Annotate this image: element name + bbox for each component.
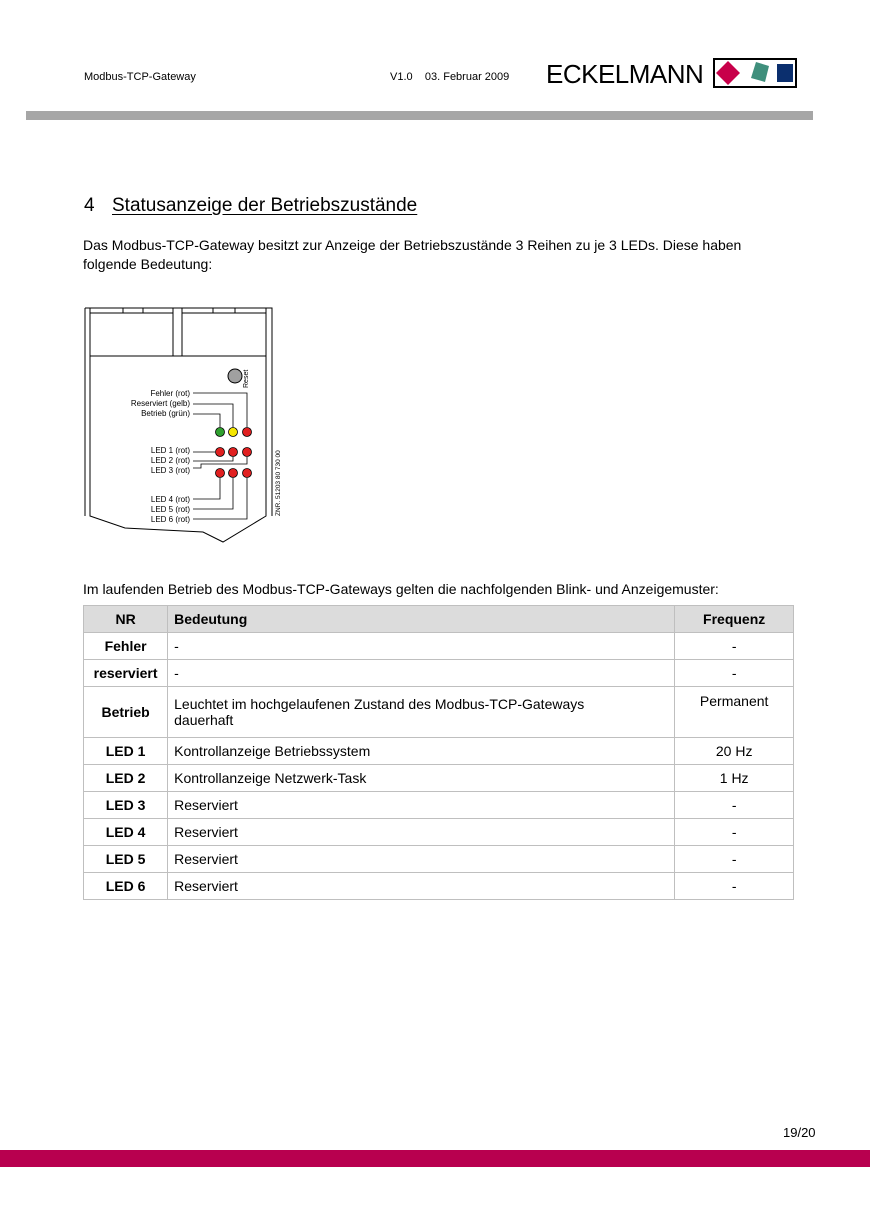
drawing-number: ZNR. 51203 80 730 00 [275, 450, 282, 516]
cell-bedeutung: Reserviert [168, 819, 675, 846]
label-led2: LED 2 (rot) [150, 456, 190, 465]
table-row [84, 660, 794, 687]
cell-bedeutung: Kontrollanzeige Netzwerk-Task [168, 765, 675, 792]
cell-nr: LED 5 [84, 846, 168, 873]
cell-frequenz: - [675, 792, 794, 819]
cell-nr: reserviert [84, 660, 168, 687]
led-5-icon [229, 469, 238, 478]
header-doc-title: Modbus-TCP-Gateway [84, 71, 196, 83]
intro-paragraph: Das Modbus-TCP-Gateway besitzt zur Anzeige der Betriebszustände 3 Reihen zu je 3 LEDs. Diese haben folgende Bedeutung: [83, 237, 742, 272]
section-number: 4 [84, 195, 95, 216]
led-status-table [83, 605, 794, 900]
led-2-icon [229, 448, 238, 457]
cell-frequenz: 20 Hz [675, 738, 794, 765]
page-number: 19/20 [783, 1125, 816, 1140]
header-date: 03. Februar 2009 [424, 71, 510, 83]
cell-frequenz: - [675, 819, 794, 846]
cell-nr: LED 3 [84, 792, 168, 819]
cell-bedeutung: Kontrollanzeige Betriebssystem [168, 738, 675, 765]
cell-nr: Betrieb [84, 687, 168, 738]
label-led4: LED 4 (rot) [150, 495, 190, 504]
label-betrieb: Betrieb (grün) [141, 409, 190, 418]
table-row [84, 792, 794, 819]
footer-bar [0, 1150, 870, 1167]
led-4-icon [216, 469, 225, 478]
col-header-nr: NR [84, 606, 168, 633]
label-led5: LED 5 (rot) [150, 505, 190, 514]
cell-bedeutung: Leuchtet im hochgelaufenen Zustand des Modbus-TCP-Gateways dauerhaft [168, 687, 675, 738]
cell-bedeutung: Reserviert [168, 792, 675, 819]
cell-frequenz: - [675, 660, 794, 687]
led-1-icon [216, 448, 225, 457]
label-reserviert: Reserviert (gelb) [130, 399, 190, 408]
cell-nr: LED 2 [84, 765, 168, 792]
table-row [84, 765, 794, 792]
label-led6: LED 6 (rot) [150, 515, 190, 524]
cell-bedeutung: - [168, 633, 675, 660]
logo-text: ECKELMANN [546, 59, 704, 89]
section-heading [84, 195, 417, 217]
cell-nr: LED 1 [84, 738, 168, 765]
led-3-icon [243, 448, 252, 457]
cell-frequenz: Permanent [675, 687, 794, 738]
col-header-frequenz: Frequenz [675, 606, 794, 633]
cell-bedeutung: - [168, 660, 675, 687]
led-betrieb-icon [216, 428, 225, 437]
cell-bedeutung: Reserviert [168, 873, 675, 900]
led-6-icon [243, 469, 252, 478]
cell-nr: Fehler [84, 633, 168, 660]
table-row [84, 846, 794, 873]
logo-mark-icon [713, 58, 797, 88]
header-version [390, 71, 509, 83]
led-fehler-icon [243, 428, 252, 437]
table-row [84, 873, 794, 900]
cell-nr: LED 6 [84, 873, 168, 900]
label-led1: LED 1 (rot) [150, 446, 190, 455]
cell-bedeutung: Reserviert [168, 846, 675, 873]
cell-frequenz: 1 Hz [675, 765, 794, 792]
cell-frequenz: - [675, 846, 794, 873]
header-version-number: V1.0 [390, 71, 413, 83]
label-led3: LED 3 (rot) [150, 466, 190, 475]
table-row [84, 738, 794, 765]
cell-nr: LED 4 [84, 819, 168, 846]
reset-button-icon [228, 369, 242, 383]
col-header-bedeutung: Bedeutung [168, 606, 675, 633]
led-diagram [83, 306, 298, 546]
cell-frequenz: - [675, 633, 794, 660]
header-rule [26, 111, 813, 120]
section-title: Statusanzeige der Betriebszustände [112, 195, 418, 216]
table-row [84, 687, 794, 738]
table-row [84, 819, 794, 846]
cell-frequenz: - [675, 873, 794, 900]
label-fehler: Fehler (rot) [150, 389, 190, 398]
table-row [84, 633, 794, 660]
led-reserviert-icon [229, 428, 238, 437]
table-intro: Im laufenden Betrieb des Modbus-TCP-Gateways gelten die nachfolgenden Blink- und Anzeigemuster: [83, 581, 719, 597]
table-header-row [84, 606, 794, 633]
reset-label: Reset [243, 369, 250, 388]
